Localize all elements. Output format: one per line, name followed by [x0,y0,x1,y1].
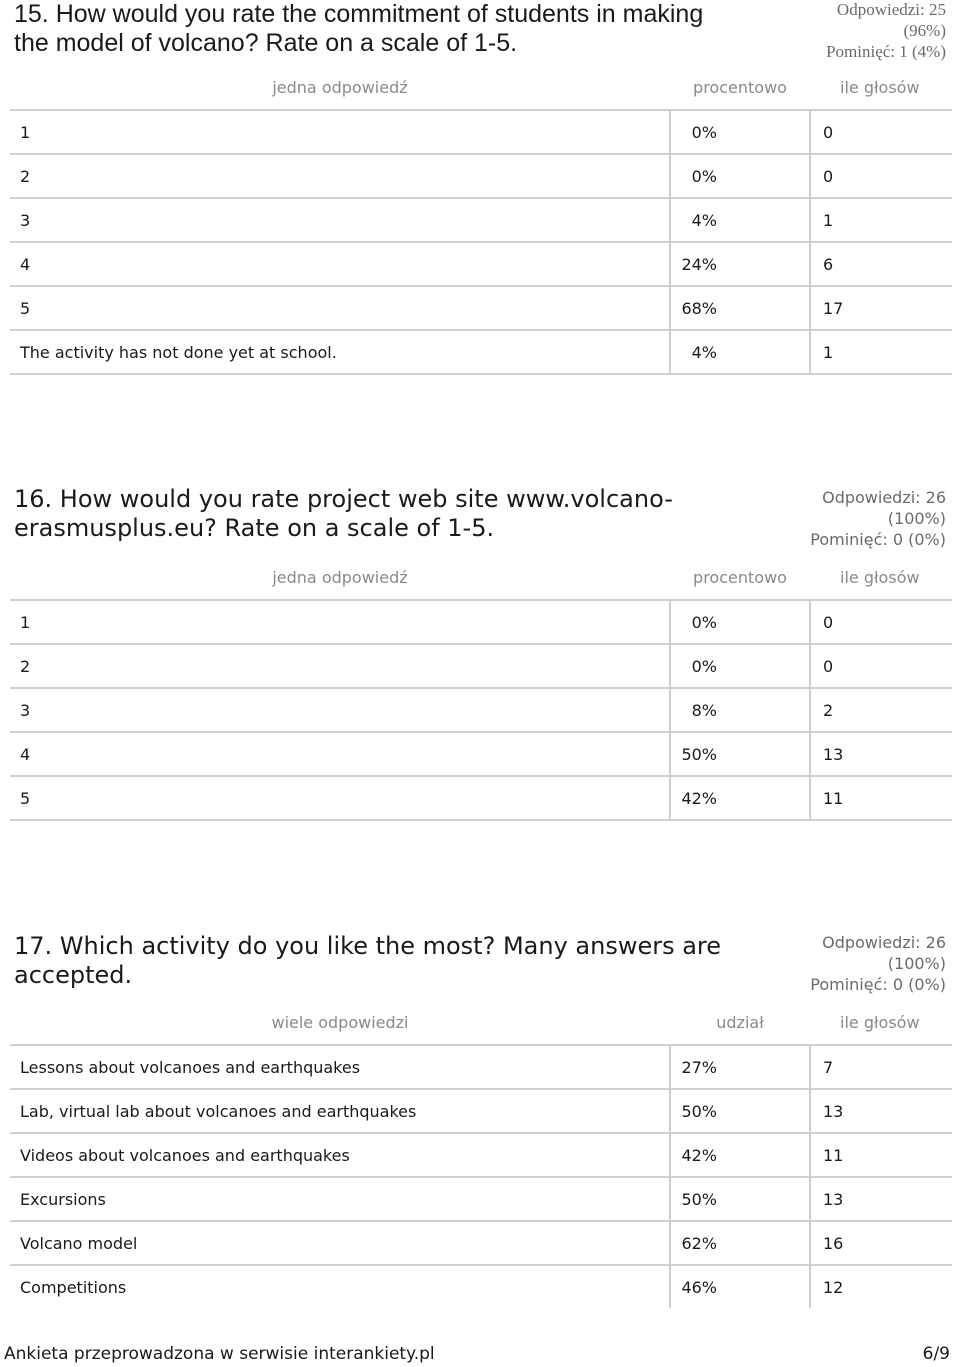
table-row [10,330,952,374]
header-percent: procentowo [670,556,810,600]
header-answer: jedna odpowiedź [10,66,670,110]
page-number: 6/9 [922,1344,950,1364]
row-count: 11 [810,776,952,820]
row-label: 5 [10,286,670,330]
table-header-row [10,556,952,600]
row-label: 4 [10,732,670,776]
stats-skipped: Pominięć: 1 (4%) [826,42,946,61]
table-row [10,110,952,154]
row-count: 0 [810,154,952,198]
table-header-row [10,1001,952,1045]
header-answer: wiele odpowiedzi [10,1001,670,1045]
table-row [10,242,952,286]
row-label: Lab, virtual lab about volcanoes and earthquakes [10,1089,670,1133]
row-count: 16 [810,1221,952,1265]
row-percent: 42% [670,776,810,820]
question-stats [746,0,946,62]
row-count: 13 [810,732,952,776]
table-row [10,286,952,330]
question-title: 15. How would you rate the commitment of students in making the model of volcano? Rate on a scale of 1-5. [14,0,704,57]
stats-answers-percent: (100%) [887,954,946,973]
row-label: The activity has not done yet at school. [10,330,670,374]
table-row [10,732,952,776]
header-count: ile głosów [810,556,952,600]
question-title: 17. Which activity do you like the most? Many answers are accepted. [14,932,722,989]
answers-table [10,1001,952,1308]
row-count: 2 [810,688,952,732]
table-row [10,1177,952,1221]
question-stats [746,487,946,550]
row-label: Volcano model [10,1221,670,1265]
row-label: 2 [10,644,670,688]
stats-answers: Odpowiedzi: 26 [822,488,946,507]
row-label: 4 [10,242,670,286]
row-percent: 4% [670,198,810,242]
row-label: 1 [10,110,670,154]
table-row [10,600,952,644]
row-count: 6 [810,242,952,286]
table-row [10,154,952,198]
row-label: 3 [10,198,670,242]
table-row [10,1221,952,1265]
stats-answers-percent: (96%) [903,21,946,40]
row-count: 1 [810,330,952,374]
row-count: 11 [810,1133,952,1177]
stats-answers: Odpowiedzi: 25 [836,0,946,19]
stats-answers: Odpowiedzi: 26 [822,933,946,952]
stats-skipped: Pominięć: 0 (0%) [810,530,946,549]
row-percent: 0% [670,154,810,198]
row-percent: 0% [670,644,810,688]
row-percent: 24% [670,242,810,286]
header-percent: udział [670,1001,810,1045]
row-percent: 50% [670,1177,810,1221]
stats-skipped: Pominięć: 0 (0%) [810,975,946,994]
table-row [10,1045,952,1089]
row-percent: 50% [670,732,810,776]
row-percent: 0% [670,110,810,154]
row-count: 0 [810,644,952,688]
table-row [10,688,952,732]
row-count: 7 [810,1045,952,1089]
stats-answers-percent: (100%) [887,509,946,528]
row-percent: 27% [670,1045,810,1089]
row-percent: 4% [670,330,810,374]
row-label: 2 [10,154,670,198]
row-count: 0 [810,600,952,644]
question-stats [746,932,946,995]
table-row [10,1133,952,1177]
header-count: ile głosów [810,1001,952,1045]
row-percent: 46% [670,1265,810,1308]
table-row [10,1265,952,1308]
row-label: Excursions [10,1177,670,1221]
table-row [10,776,952,820]
row-count: 13 [810,1177,952,1221]
answers-table [10,66,952,375]
row-percent: 8% [670,688,810,732]
footer-credit: Ankieta przeprowadzona w serwisie interankiety.pl [4,1344,435,1364]
table-row [10,198,952,242]
row-label: Competitions [20,1277,127,1297]
table-header-row [10,66,952,110]
row-label: 3 [10,688,670,732]
row-percent: 0% [670,600,810,644]
row-percent: 62% [670,1221,810,1265]
row-percent: 50% [670,1089,810,1133]
row-count: 17 [810,286,952,330]
answers-table [10,556,952,821]
header-count: ile głosów [810,66,952,110]
row-label: 5 [10,776,670,820]
question-title: 16. How would you rate project web site www.volcano-erasmusplus.eu? Rate on a scale of 1-5. [14,485,673,542]
table-row [10,644,952,688]
row-percent: 68% [670,286,810,330]
row-count: 12 [810,1265,952,1308]
row-percent: 42% [670,1133,810,1177]
header-percent: procentowo [670,66,810,110]
header-answer: jedna odpowiedź [10,556,670,600]
row-label: Lessons about volcanoes and earthquakes [10,1045,670,1089]
row-count: 1 [810,198,952,242]
row-count: 0 [810,110,952,154]
table-row [10,1089,952,1133]
row-label: 1 [10,600,670,644]
row-label: Videos about volcanoes and earthquakes [10,1133,670,1177]
row-count: 13 [810,1089,952,1133]
